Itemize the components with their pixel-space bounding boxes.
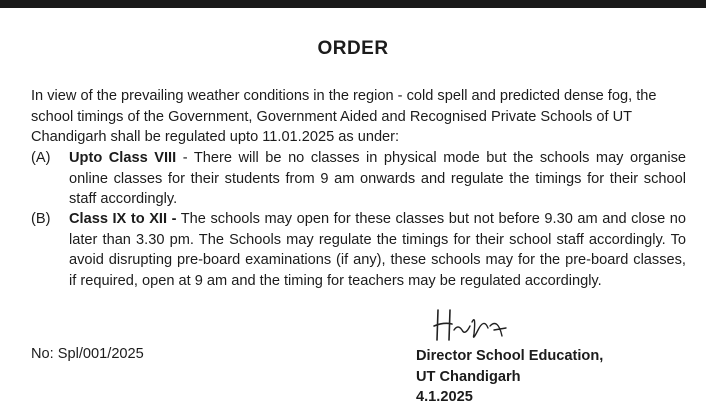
order-document bbox=[0, 8, 706, 412]
reference-number: No: Spl/001/2025 bbox=[31, 346, 144, 362]
signatory-place: UT Chandigarh bbox=[416, 368, 521, 385]
handwritten-signature bbox=[432, 300, 512, 344]
signatory-designation: Director School Education, bbox=[416, 348, 604, 364]
item-marker: (B) bbox=[31, 211, 51, 227]
item-text bbox=[69, 148, 686, 210]
item-heading: Class IX to XII - bbox=[69, 211, 177, 227]
item-body: - There will be no classes in physical mode but the schools may organise online classes for their students from 9 am onwards and regulate the timings for their school staff accordingly. bbox=[69, 150, 686, 207]
signatory-date: 4.1.2025 bbox=[416, 389, 473, 405]
item-text bbox=[69, 209, 686, 291]
item-body: The schools may open for these classes but not before 9.30 am and close no later than 3.30 pm. The Schools may regulate the timings for their school staff accordingly. To avoid disrupting pre-board examinations (if any), these schools may for the pre-board classes, if required, open at 9 am and the timing for teachers may be regulated accordingly. bbox=[69, 211, 686, 289]
item-marker: (A) bbox=[31, 150, 51, 166]
intro-paragraph: In view of the prevailing weather conditions in the region - cold spell and predicted dense fog, the school timings of the Government, Government Aided and Recognised Private Schools of UT Chandigarh shall be regulated upto 11.01.2025 as under: bbox=[31, 88, 657, 145]
signatory-block bbox=[416, 346, 603, 408]
document-title: ORDER bbox=[317, 38, 389, 59]
order-item-b bbox=[31, 209, 686, 291]
item-heading: Upto Class VIII bbox=[69, 150, 177, 166]
order-item-a bbox=[31, 148, 686, 210]
